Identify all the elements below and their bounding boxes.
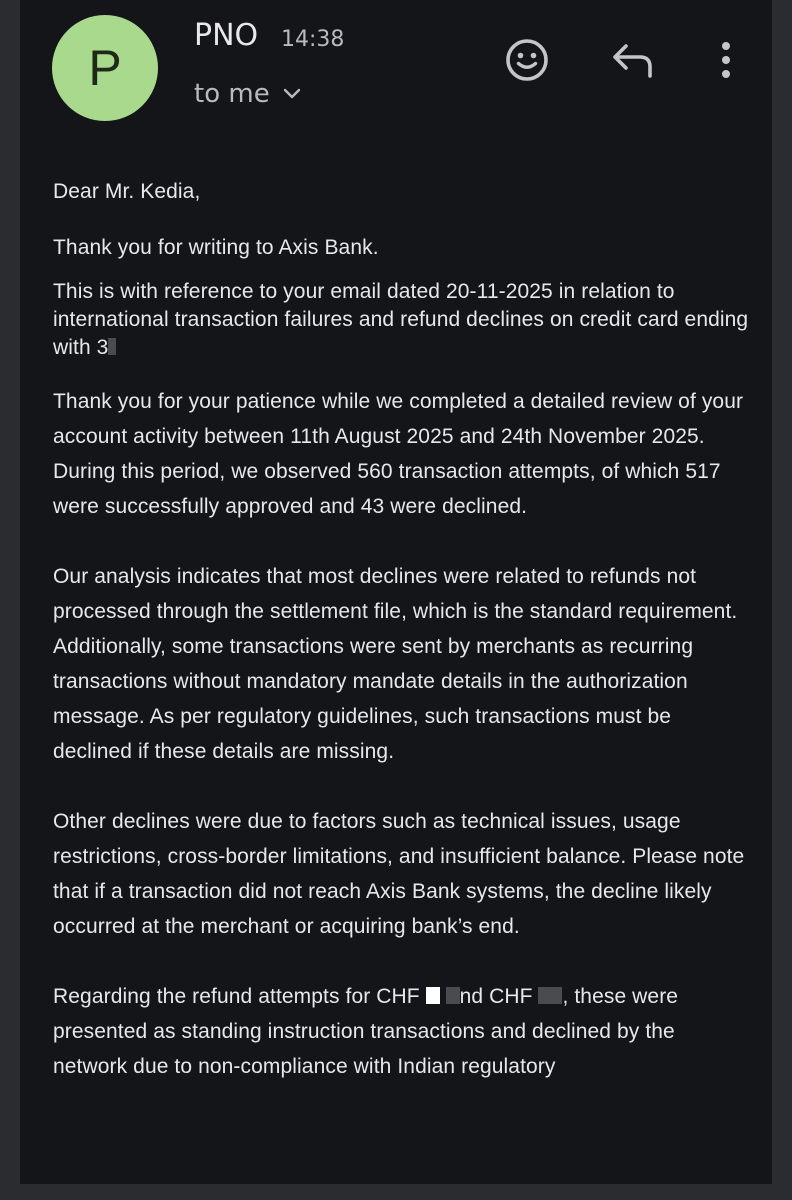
- chevron-down-icon: [282, 87, 302, 101]
- email-greeting: Dear Mr. Kedia,: [53, 180, 201, 203]
- email-refund-paragraph: [53, 979, 753, 1084]
- email-other-declines-paragraph: Other declines were due to factors such as technical issues, usage restrictions, cross-border limitations, and insufficient balance. Please note that if a transaction did not reach Axis Bank systems, the decline likely occurred at the merchant or acquiring bank’s end.: [53, 810, 745, 938]
- recipient-details-toggle[interactable]: [194, 78, 302, 110]
- email-reference: [53, 278, 753, 362]
- smiley-icon: [504, 37, 550, 83]
- reply-icon: [610, 40, 656, 80]
- message-time: 14:38: [281, 27, 345, 52]
- recipient-label: to me: [194, 79, 270, 109]
- reply-button[interactable]: [608, 36, 658, 84]
- email-view: [20, 0, 772, 1184]
- refund-text-part-2: nd CHF: [459, 985, 539, 1008]
- avatar-letter: P: [88, 40, 122, 96]
- redaction-block: [446, 987, 460, 1004]
- email-thanks: Thank you for writing to Axis Bank.: [53, 236, 379, 259]
- email-review-paragraph: Thank you for your patience while we completed a detailed review of your account activity between 11th August 2025 and 24th November 2025. During this period, we observed 560 transaction attempts, of which 517 were successfully approved and 43 were declined.: [53, 390, 744, 518]
- email-body: [53, 178, 753, 1084]
- redaction-mark: [108, 338, 116, 355]
- email-analysis-paragraph: Our analysis indicates that most declines were related to refunds not processed through the settlement file, which is the standard requirement. Additionally, some transactions were sent by merchants as recurring transactions without mandatory mandate details in the authorization message. As per regulatory guidelines, such transactions must be declined if these details are missing.: [53, 565, 738, 763]
- refund-text-part-3: , these were presented as standing instruction transactions and declined by the network due to non-compliance with Indian regulatory: [53, 985, 679, 1078]
- refund-text-part-1: Regarding the refund attempts for CHF: [53, 985, 426, 1008]
- more-options-button[interactable]: [712, 36, 740, 84]
- outer-border-bottom: [0, 1184, 792, 1200]
- more-vert-icon: [719, 40, 733, 80]
- sender-name[interactable]: PNO: [194, 18, 259, 53]
- sender-avatar[interactable]: [52, 15, 158, 121]
- add-reaction-button[interactable]: [503, 36, 551, 84]
- redaction-block: [538, 987, 562, 1004]
- outer-border-right: [772, 0, 792, 1200]
- reference-text: This is with reference to your email dated 20-11-2025 in relation to international transaction failures and refund declines on credit card ending with 3: [53, 280, 749, 359]
- redaction-block: [426, 987, 440, 1004]
